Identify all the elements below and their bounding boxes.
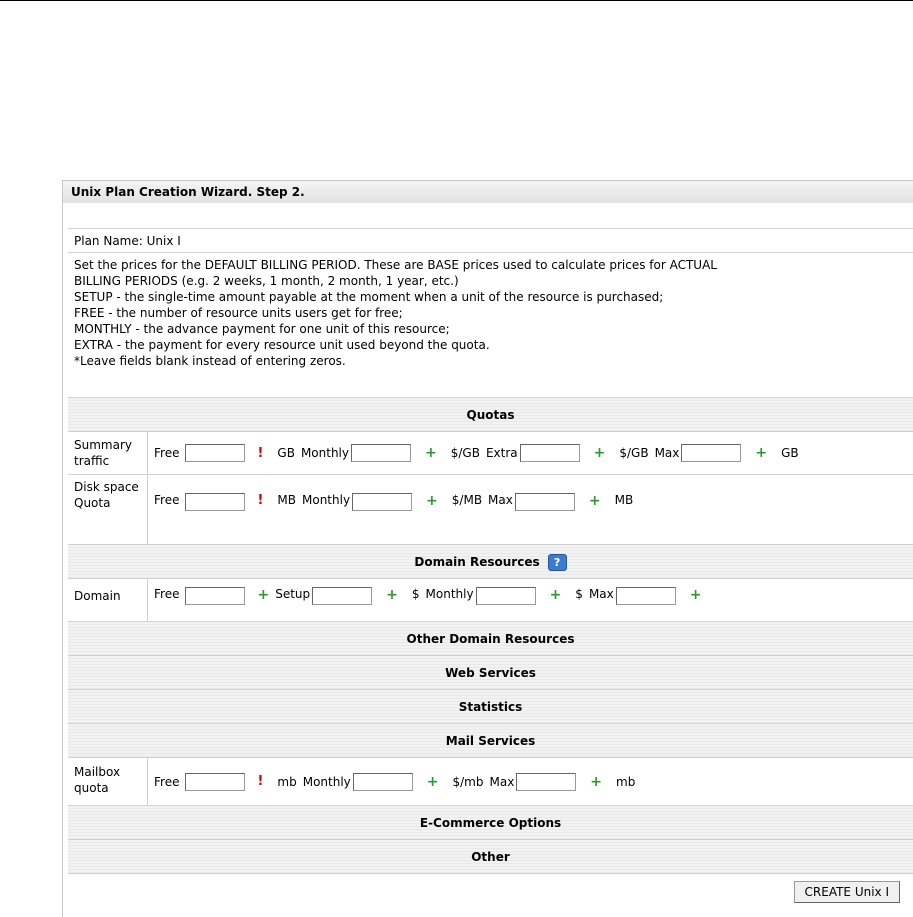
- description-line: FREE - the number of resource units users get for free;: [74, 306, 403, 320]
- description-line: *Leave fields blank instead of entering zeros.: [74, 354, 346, 368]
- description-line: MONTHLY - the advance payment for one unit of this resource;: [74, 322, 450, 336]
- create-plan-button[interactable]: CREATE Unix I: [794, 881, 900, 903]
- footer-row: [68, 873, 913, 917]
- summary-traffic-label: Summary traffic: [68, 432, 148, 474]
- description-line: BILLING PERIODS (e.g. 2 weeks, 1 month, 2 month, 1 year, etc.): [74, 274, 459, 288]
- disk-space-label: Disk space Quota: [68, 475, 148, 544]
- unit-label: $: [411, 587, 420, 601]
- description-line: Set the prices for the DEFAULT BILLING PERIOD. These are BASE prices used to calculate prices for ACTUAL: [74, 258, 717, 272]
- wizard-title: Unix Plan Creation Wizard. Step 2.: [63, 181, 913, 203]
- traffic-monthly-input[interactable]: [351, 444, 411, 462]
- add-icon[interactable]: +: [426, 773, 439, 790]
- plan-name-row: [68, 228, 913, 252]
- description-line: EXTRA - the payment for every resource unit used beyond the quota.: [74, 338, 490, 352]
- monthly-label: Monthly: [300, 446, 349, 460]
- warning-icon: !: [257, 774, 264, 789]
- plan-name: Plan Name: Unix I: [74, 234, 181, 248]
- help-icon[interactable]: ?: [548, 554, 567, 571]
- free-label: Free: [154, 587, 180, 601]
- setup-label: Setup: [275, 587, 311, 601]
- traffic-free-input[interactable]: [185, 444, 245, 462]
- section-statistics[interactable]: Statistics: [68, 689, 913, 723]
- extra-label: Extra: [485, 446, 518, 460]
- mailbox-free-input[interactable]: [185, 773, 245, 791]
- unit-label: GB: [781, 446, 799, 460]
- description: [68, 253, 913, 373]
- unit-label: $/MB: [451, 493, 483, 507]
- mailbox-max-input[interactable]: [516, 773, 576, 791]
- section-other[interactable]: Other: [68, 839, 913, 873]
- summary-traffic-fields: [148, 432, 913, 474]
- traffic-extra-input[interactable]: [520, 444, 580, 462]
- section-web-services[interactable]: Web Services: [68, 655, 913, 689]
- disk-max-input[interactable]: [515, 493, 575, 511]
- add-icon[interactable]: +: [257, 587, 270, 603]
- section-other-domain-resources[interactable]: Other Domain Resources: [68, 621, 913, 655]
- max-label: Max: [654, 446, 680, 460]
- unit-label: $/mb: [452, 774, 484, 789]
- disk-free-input[interactable]: [185, 493, 245, 511]
- unit-label: mb: [277, 774, 297, 789]
- add-icon[interactable]: +: [593, 445, 606, 461]
- max-label: Max: [489, 774, 515, 789]
- warning-icon: !: [257, 445, 264, 461]
- free-label: Free: [154, 774, 180, 789]
- section-ecommerce-options[interactable]: E-Commerce Options: [68, 805, 913, 839]
- unit-label: $: [575, 587, 583, 601]
- max-label: Max: [588, 587, 614, 601]
- add-icon[interactable]: +: [386, 587, 398, 603]
- warning-icon: !: [257, 493, 264, 508]
- monthly-label: Monthly: [302, 774, 351, 789]
- section-domain-resources: [68, 544, 913, 578]
- unit-label: mb: [616, 774, 636, 789]
- top-border: [0, 0, 913, 1]
- domain-resources-title: Domain Resources: [414, 555, 540, 569]
- unit-label: $/GB: [619, 446, 649, 460]
- add-icon[interactable]: +: [424, 445, 437, 461]
- domain-monthly-input[interactable]: [476, 587, 536, 605]
- add-icon[interactable]: +: [689, 587, 702, 603]
- disk-monthly-input[interactable]: [352, 493, 412, 511]
- mailbox-fields: [148, 758, 913, 805]
- unit-label: MB: [614, 493, 634, 507]
- traffic-max-input[interactable]: [681, 444, 741, 462]
- description-row: [68, 252, 913, 397]
- domain-label: Domain: [68, 579, 148, 628]
- section-mail-services[interactable]: Mail Services: [68, 723, 913, 757]
- section-quotas: Quotas: [68, 397, 913, 431]
- max-label: Max: [488, 493, 513, 507]
- monthly-label: Monthly: [302, 493, 351, 507]
- add-icon[interactable]: +: [588, 493, 601, 509]
- add-icon[interactable]: +: [755, 445, 768, 461]
- domain-max-input[interactable]: [616, 587, 676, 605]
- wizard-body: [62, 180, 913, 917]
- disk-space-row: [68, 474, 913, 544]
- description-line: SETUP - the single-time amount payable at the moment when a unit of the resource is purchased;: [74, 290, 664, 304]
- unit-label: GB: [277, 446, 295, 460]
- add-icon[interactable]: +: [549, 587, 562, 603]
- monthly-label: Monthly: [425, 587, 474, 601]
- mailbox-monthly-input[interactable]: [353, 773, 413, 791]
- add-icon[interactable]: +: [426, 493, 438, 509]
- free-label: Free: [154, 493, 180, 507]
- disk-space-fields: [148, 475, 913, 544]
- domain-free-input[interactable]: [185, 587, 245, 605]
- unit-label: $/GB: [450, 446, 480, 460]
- mailbox-row: [68, 757, 913, 805]
- mailbox-label: Mailbox quota: [68, 758, 148, 805]
- summary-traffic-row: [68, 431, 913, 474]
- domain-setup-input[interactable]: [312, 587, 372, 605]
- unit-label: MB: [277, 493, 296, 507]
- add-icon[interactable]: +: [590, 773, 603, 790]
- free-label: Free: [154, 446, 180, 460]
